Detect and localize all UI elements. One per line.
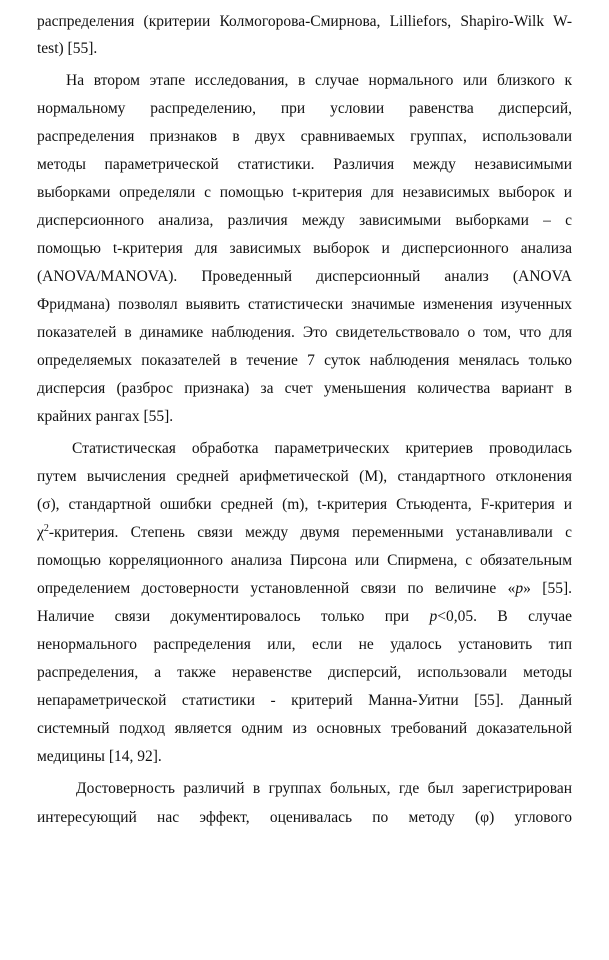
- text-line: путем вычисления средней арифметической (M), стандартного отклонения: [37, 468, 572, 485]
- text-line: выборками определяли с помощью t-критерия для независимых выборок и: [37, 184, 572, 201]
- text-line: (σ), стандартной ошибки средней (m), t-критерия Стьюдента, F-критерия и: [37, 496, 572, 513]
- text-line: test) [55].: [37, 40, 98, 57]
- text-line: [37, 579, 572, 599]
- text-line: дисперсия (разброс признака) за счет уменьшения количества вариант в: [37, 380, 572, 397]
- text-line: методы параметрической статистики. Различия между независимыми: [37, 156, 572, 173]
- text-line: определяемых показателей в течение 7 суток наблюдения менялась только: [37, 352, 572, 369]
- text-line: системный подход является одним из основных требований доказательной: [37, 720, 572, 737]
- p-symbol: p: [515, 580, 524, 597]
- text-line: помощью t-критерия для зависимых выборок и дисперсионного анализа: [37, 240, 572, 257]
- paragraph-start-line: Статистическая обработка параметрических критериев проводилась: [72, 440, 572, 457]
- text-line: распределения (критерии Колмогорова-Смирнова, Lilliefors, Shapiro-Wilk W-: [37, 13, 572, 30]
- text-line: нормальному распределению, при условии равенства дисперсий,: [37, 100, 572, 117]
- text-line: показателей в динамике наблюдения. Это свидетельствовало о том, что для: [37, 324, 572, 341]
- paragraph-start-line: Достоверность различий в группах больных, где был зарегистрирован: [76, 780, 572, 797]
- text-line: ненормального распределения или, если не удалось установить тип: [37, 636, 572, 653]
- text-fragment: » [55].: [523, 580, 572, 597]
- paragraph-start-line: На втором этапе исследования, в случае нормального или близкого к: [66, 72, 572, 89]
- text-line: Фридмана) позволял выявить статистически значимые изменения изученных: [37, 296, 572, 313]
- text-line: распределения признаков в двух сравниваемых группах, использовали: [37, 128, 572, 145]
- text-line: распределения, а также неравенстве дисперсий, использовали методы: [37, 664, 572, 681]
- text-line: крайних рангах [55].: [37, 408, 174, 425]
- text-line: помощью корреляционного анализа Пирсона или Спирмена, с обязательным: [37, 552, 572, 569]
- chi-symbol: χ: [37, 524, 44, 541]
- text-line: медицины [14, 92].: [37, 748, 162, 765]
- text-line: [37, 523, 572, 543]
- text-fragment: <0,05. В случае: [437, 608, 573, 625]
- text-line: [37, 607, 572, 627]
- text-fragment: -критерия. Степень связи между двумя переменными устанавливали с: [48, 524, 572, 541]
- p-symbol: p: [429, 608, 438, 625]
- text-fragment: определением достоверности установленной связи по величине «: [37, 580, 516, 597]
- text-line: (ANOVA/MANOVA). Проведенный дисперсионный анализ (ANOVA: [37, 268, 572, 285]
- text-fragment: Наличие связи документировалось только при: [37, 608, 410, 625]
- text-line: интересующий нас эффект, оценивалась по методу (φ) углового: [37, 809, 572, 826]
- text-line: дисперсионного анализа, различия между зависимыми выборками – с: [37, 212, 572, 229]
- chi-superscript: 2: [43, 523, 49, 534]
- text-line: непараметрической статистики - критерий Манна-Уитни [55]. Данный: [37, 692, 572, 709]
